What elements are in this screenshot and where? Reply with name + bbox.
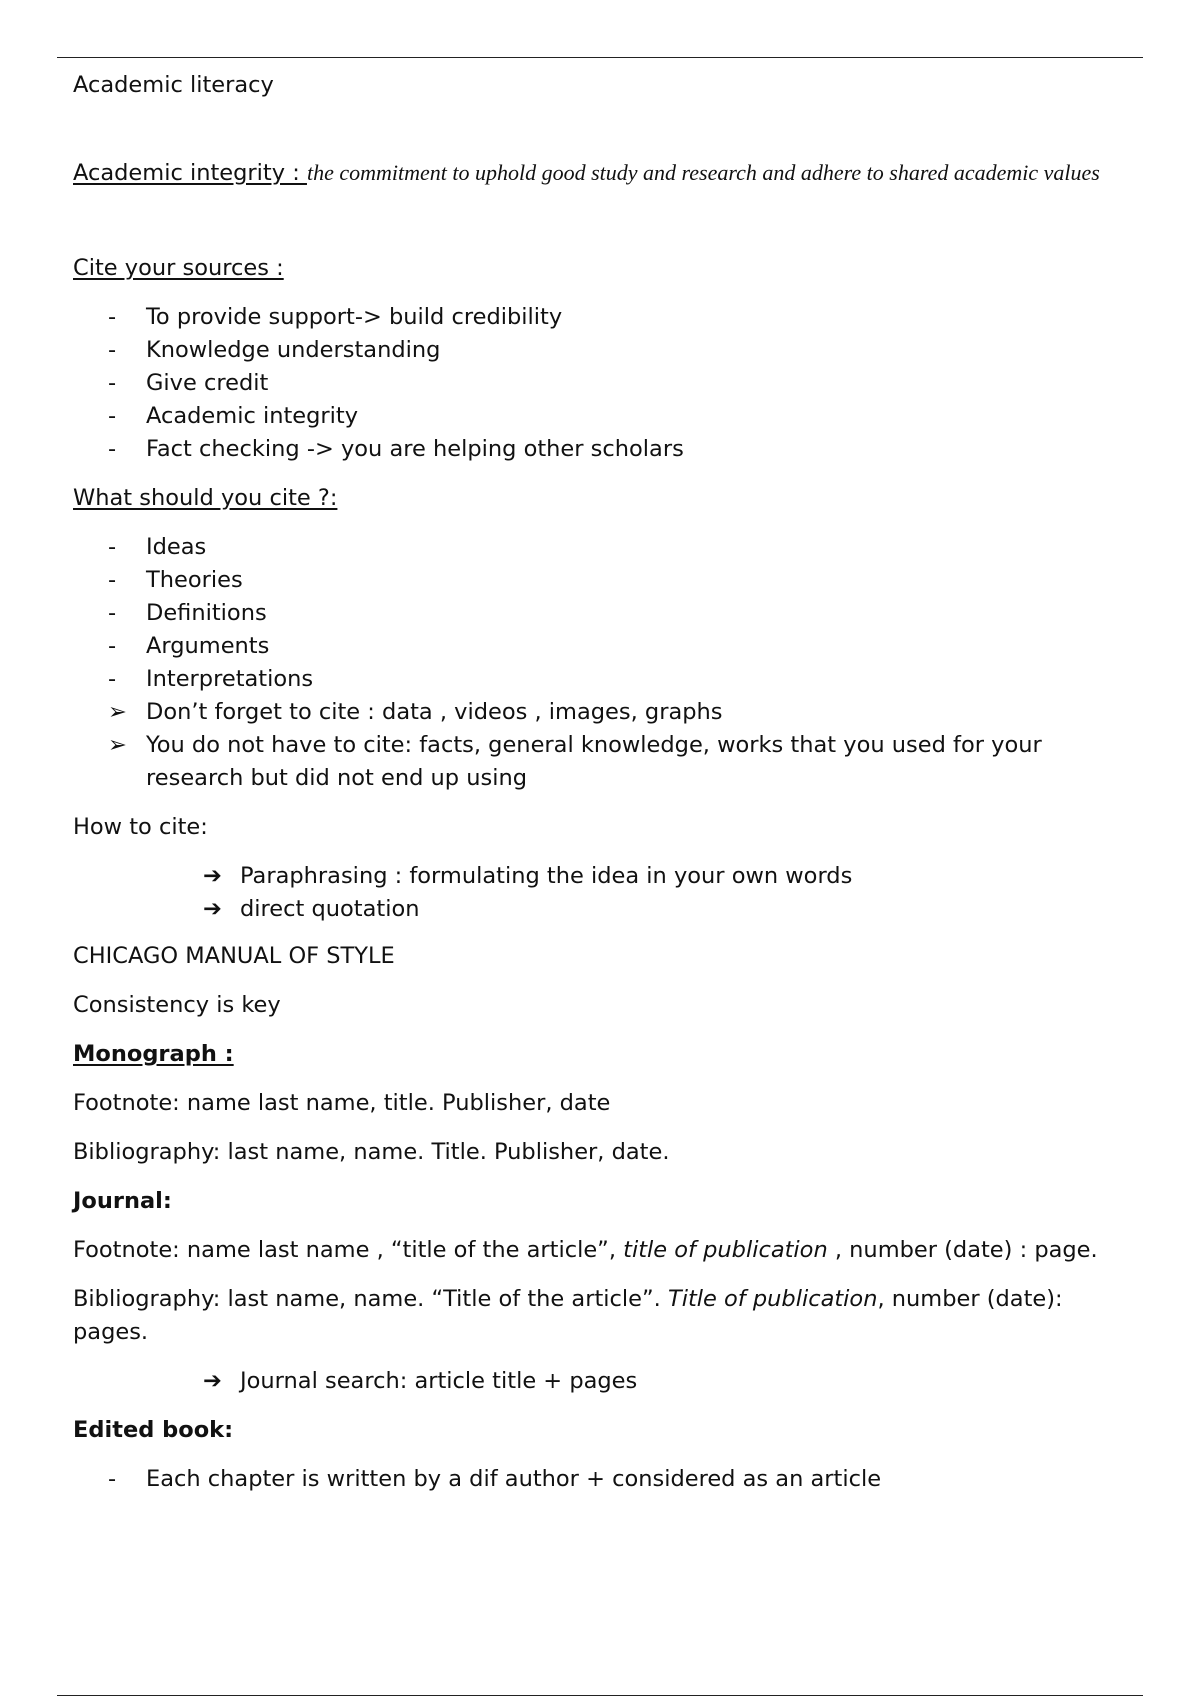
list-item: ➢ You do not have to cite: facts, general knowledge, works that you used for your research but did not end up using bbox=[73, 729, 1113, 795]
list-item: ➔ Journal search: article title + pages bbox=[73, 1365, 1113, 1398]
document-title: Academic literacy bbox=[73, 72, 274, 98]
edited-book-heading: Edited book: bbox=[73, 1417, 234, 1443]
journal-tip-list bbox=[73, 1365, 1113, 1398]
list-item: - Ideas bbox=[73, 531, 1113, 564]
what-cite-list bbox=[73, 531, 1113, 795]
dash-bullet: - bbox=[108, 403, 117, 429]
dash-bullet: - bbox=[108, 370, 117, 396]
academic-integrity-definition bbox=[73, 156, 1113, 190]
dash-bullet: - bbox=[108, 1466, 117, 1492]
arrow-bullet-icon: ➔ bbox=[203, 896, 222, 922]
chevron-bullet-icon: ➢ bbox=[108, 699, 127, 725]
header-rule bbox=[57, 57, 1143, 58]
list-item: - Theories bbox=[73, 564, 1113, 597]
list-item: ➢ Don’t forget to cite : data , videos , images, graphs bbox=[73, 696, 1113, 729]
arrow-bullet-icon: ➔ bbox=[203, 1368, 222, 1394]
list-item: - Give credit bbox=[73, 367, 1113, 400]
dash-bullet: - bbox=[108, 436, 117, 462]
journal-bibliography: Bibliography: last name, name. “Title of the article”. Title of publication, number (date): pages. bbox=[73, 1286, 1063, 1345]
list-item: ➔ Paraphrasing : formulating the idea in your own words bbox=[73, 860, 1113, 893]
list-item: - Knowledge understanding bbox=[73, 334, 1113, 367]
list-item: - Academic integrity bbox=[73, 400, 1113, 433]
chevron-bullet-icon: ➢ bbox=[108, 732, 127, 758]
cite-sources-heading: Cite your sources : bbox=[73, 255, 284, 281]
edited-book-list bbox=[73, 1463, 1113, 1496]
list-item: - Interpretations bbox=[73, 663, 1113, 696]
monograph-footnote: Footnote: name last name, title. Publisher, date bbox=[73, 1090, 611, 1116]
list-item: - Fact checking -> you are helping other scholars bbox=[73, 433, 1113, 466]
list-item: - To provide support-> build credibility bbox=[73, 301, 1113, 334]
integrity-term: Academic integrity : bbox=[73, 160, 307, 186]
monograph-bibliography: Bibliography: last name, name. Title. Publisher, date. bbox=[73, 1139, 670, 1165]
integrity-definition-text: the commitment to uphold good study and research and adhere to shared academic values bbox=[306, 160, 1100, 185]
what-cite-heading: What should you cite ?: bbox=[73, 485, 338, 511]
dash-bullet: - bbox=[108, 666, 117, 692]
document-page bbox=[73, 69, 1113, 1512]
dash-bullet: - bbox=[108, 600, 117, 626]
list-item: - Definitions bbox=[73, 597, 1113, 630]
journal-footnote: Footnote: name last name , “title of the article”, title of publication , number (date) : page. bbox=[73, 1237, 1098, 1263]
dash-bullet: - bbox=[108, 633, 117, 659]
list-item: - Each chapter is written by a dif author + considered as an article bbox=[73, 1463, 1113, 1496]
consistency-note: Consistency is key bbox=[73, 992, 281, 1018]
how-cite-heading: How to cite: bbox=[73, 814, 208, 840]
monograph-heading: Monograph : bbox=[73, 1041, 234, 1067]
arrow-bullet-icon: ➔ bbox=[203, 863, 222, 889]
journal-heading: Journal: bbox=[73, 1188, 172, 1214]
dash-bullet: - bbox=[108, 304, 117, 330]
style-name: CHICAGO MANUAL OF STYLE bbox=[73, 943, 395, 969]
cite-sources-list bbox=[73, 301, 1113, 466]
list-item: - Arguments bbox=[73, 630, 1113, 663]
how-cite-list bbox=[73, 860, 1113, 926]
footer-rule bbox=[57, 1695, 1143, 1696]
dash-bullet: - bbox=[108, 567, 117, 593]
list-item: ➔ direct quotation bbox=[73, 893, 1113, 926]
dash-bullet: - bbox=[108, 337, 117, 363]
dash-bullet: - bbox=[108, 534, 117, 560]
